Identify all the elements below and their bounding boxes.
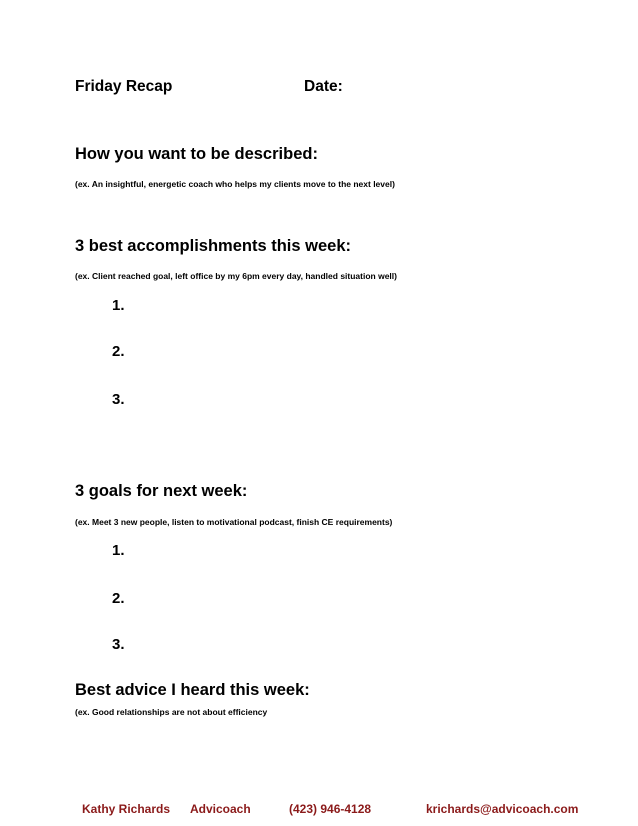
goal-number: 3. bbox=[112, 636, 125, 653]
accomplishments-example: (ex. Client reached goal, left office by my 6pm every day, handled situation well) bbox=[75, 271, 397, 281]
footer-name: Kathy Richards bbox=[82, 802, 171, 816]
advice-heading: Best advice I heard this week: bbox=[75, 681, 310, 699]
date-label: Date: bbox=[304, 78, 343, 95]
advice-example: (ex. Good relationships are not about efficiency bbox=[75, 707, 268, 717]
accomplishment-number: 3. bbox=[112, 391, 125, 408]
footer-company: Advicoach bbox=[190, 802, 251, 816]
accomplishments-heading: 3 best accomplishments this week: bbox=[75, 237, 352, 255]
page-title: Friday Recap bbox=[75, 78, 173, 95]
footer-phone: (423) 946-4128 bbox=[289, 802, 372, 816]
goals-example: (ex. Meet 3 new people, listen to motivational podcast, finish CE requirements) bbox=[75, 517, 393, 527]
goal-number: 1. bbox=[112, 542, 125, 559]
described-example: (ex. An insightful, energetic coach who helps my clients move to the next level) bbox=[75, 179, 395, 189]
footer-email[interactable]: krichards@advicoach.com bbox=[426, 802, 579, 816]
accomplishment-number: 1. bbox=[112, 297, 125, 314]
described-heading: How you want to be described: bbox=[75, 145, 318, 163]
goal-number: 2. bbox=[112, 590, 125, 607]
accomplishment-number: 2. bbox=[112, 343, 125, 360]
goals-heading: 3 goals for next week: bbox=[75, 482, 248, 500]
